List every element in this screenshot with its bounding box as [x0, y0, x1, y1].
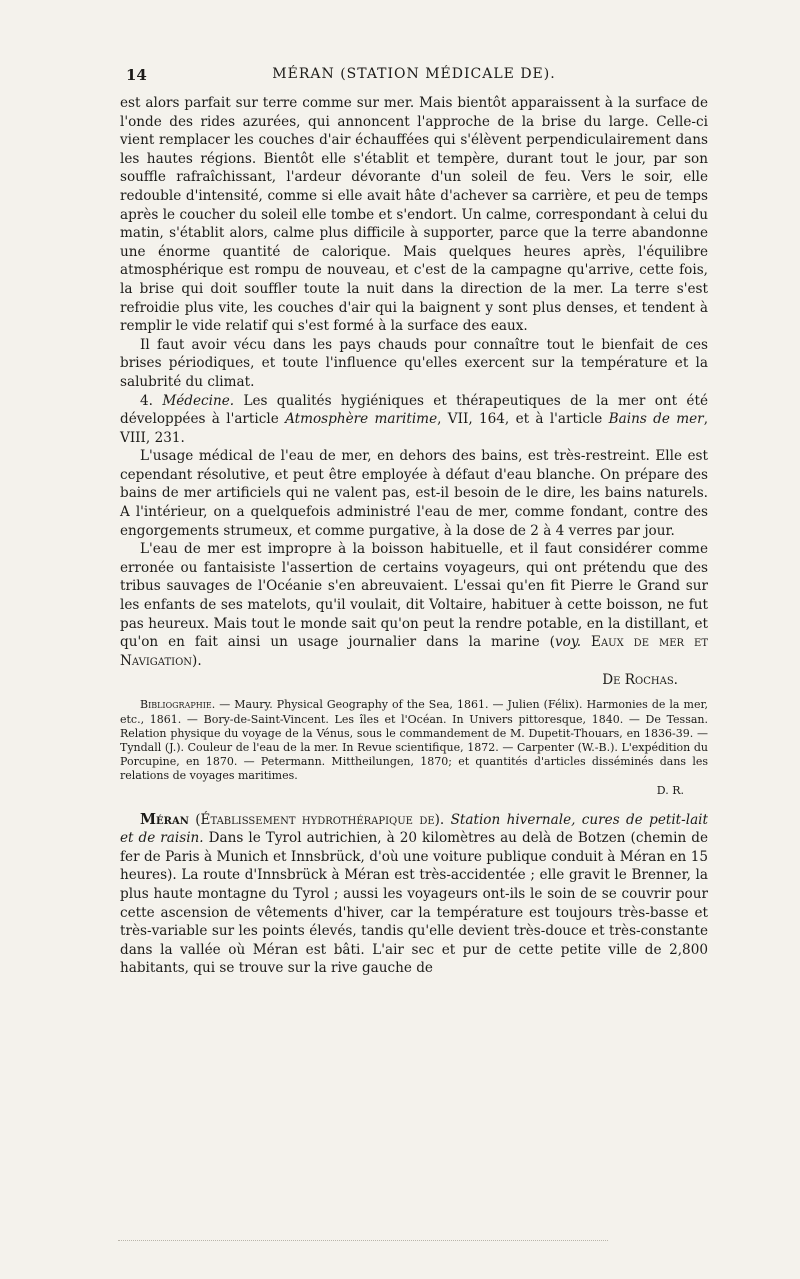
section-heading: Médecine. [162, 392, 235, 409]
crossref-close: ). [192, 652, 202, 669]
author-signature: De Rochas. [602, 672, 678, 689]
crossref-target: Eaux de mer et Navigation [120, 634, 708, 669]
entry-subtitle: (Établissement hydrothérapique de). [195, 811, 445, 828]
entry-headword: Méran [140, 810, 189, 828]
section-number: 4. [140, 392, 153, 409]
article-reference: Atmosphère maritime [285, 411, 438, 428]
paragraph-usage: L'usage médical de l'eau de mer, en dehors des bains, est très-restreint. Elle est cependant résolutive, et peut être employée à défaut d'eau blanche. On prépare des bains de mer artificiels qui ne valent pas, est-il besoin de le dire, les bains naturels. A l'intérieur, on a quelquefois administré l'eau de mer, comme fondant, contre des engorgements strumeux, et comme purgative, à la dose de 2 à 4 verres par jour. [120, 448, 708, 539]
paragraph-boisson [120, 540, 708, 670]
paragraph-medecine [120, 392, 708, 448]
bibliography-label: Bibliographie. [140, 698, 216, 712]
author-initials: D. R. [656, 783, 684, 797]
article-reference: Bains de mer [608, 411, 704, 428]
page-header [120, 66, 708, 90]
paragraph-climate: Il faut avoir vécu dans les pays chauds pour connaître tout le bienfait de ces brises périodiques, et toute l'influence qu'elles exercent sur la température et la salubrité du climat. [120, 336, 708, 390]
entry-descriptor: Station hivernale, cures de petit-lait et de raisin. [120, 811, 708, 847]
bibliography-entry [120, 698, 708, 783]
crossref-voy: voy. [554, 634, 582, 651]
next-entry [120, 811, 708, 978]
page-number: 14 [126, 66, 147, 84]
entry-paragraph [120, 811, 708, 978]
bibliography [120, 698, 708, 783]
article-body [120, 94, 708, 670]
section-text: Les qualités hygiéniques et thérapeutiques de la mer ont été développées à l'article [120, 392, 708, 428]
section-text: , VIII, 231. [120, 411, 709, 446]
section-text: , VII, 164, et à l'article [437, 411, 609, 428]
paragraph-breezes: est alors parfait sur terre comme sur mer. Mais bientôt apparaissent à la surface de l'onde des rides azurées, qui annoncent l'approche de la brise du large. Celle-ci vient remplacer les couches d'air échauffées qui s'élèvent perpendiculairement dans les hautes régions. Bientôt elle s'établit et tempère, durant tout le jour, par son souffle rafraîchissant, l'ardeur dévorante d'un soleil de feu. Vers le soir, elle redouble d'intensité, comme si elle avait hâte d'achever sa carrière, et peu de temps après le coucher du soleil elle tombe et s'endort. Un calme, correspondant à celui du matin, s'établit alors, calme plus difficile à supporter, parce que la terre abandonne une énorme quantité de calorique. Mais quelques heures après, l'équilibre atmosphérique est rompu de nouveau, et c'est de la campagne qu'arrive, cette fois, la brise qui doit souffler toute la nuit dans la direction de la mer. La terre s'est refroidie plus vite, les couches d'air qui la baignent y sont plus denses, et tendent à remplir le vide relatif qui s'est formé à la surface des eaux. [120, 95, 708, 335]
running-head: MÉRAN (STATION MÉDICALE DE). [272, 66, 556, 82]
paragraph-text: L'eau de mer est impropre à la boisson habituelle, et il faut considérer comme erronée ou fantaisiste l'assertion de certains voyageurs, qui ont prétendu que des tribus sauvages de l'Océanie s'en abreuvaient. L'essai qu'en fit Pierre le Grand sur les enfants de ses matelots, qu'il voulait, dit Voltaire, habituer à cette boisson, ne fut pas heureux. Mais tout le monde sait qu'on peut la rendre potable, en la distillant, et qu'on en fait ainsi un usage journalier dans la marine ( [120, 541, 708, 651]
entry-text: Dans le Tyrol autrichien, à 20 kilomètres au delà de Botzen (chemin de fer de Paris à Munich et Innsbrück, d'où une voiture publique conduit à Méran en 15 heures). La route d'Innsbrück à Méran est très-accidentée ; elle gravit le Brenner, la plus haute montagne du Tyrol ; aussi les voyageurs ont-ils le soin de se couvrir pour cette ascension de vêtements d'hiver, car la température est toujours très-basse et très-variable sur les points élevés, tandis qu'elle devient très-douce et très-constante dans la vallée où Méran est bâti. L'air sec et pur de cette petite ville de 2,800 habitants, qui se trouve sur la rive gauche de [120, 830, 708, 977]
bottom-rule [118, 1240, 608, 1241]
page [120, 66, 708, 978]
bibliography-text: — Maury. Physical Geography of the Sea, 1861. — Julien (Félix). Harmonies de la mer, etc., 1861. — Bory-de-Saint-Vincent. Les îles et l'Océan. In Univers pittoresque, 1840. — De Tessan. Relation physique du voyage de la Vénus, sous le commandement de M. Dupetit-Thouars, en 1836-39. — Tyndall (J.). Couleur de l'eau de la mer. In Revue scientifique, 1872. — Carpenter (W.-B.). L'expédition du Porcupine, en 1870. — Petermann. Mittheilungen, 1870; et quantités d'articles disséminés dans les relations de voyages maritimes. [120, 698, 709, 783]
